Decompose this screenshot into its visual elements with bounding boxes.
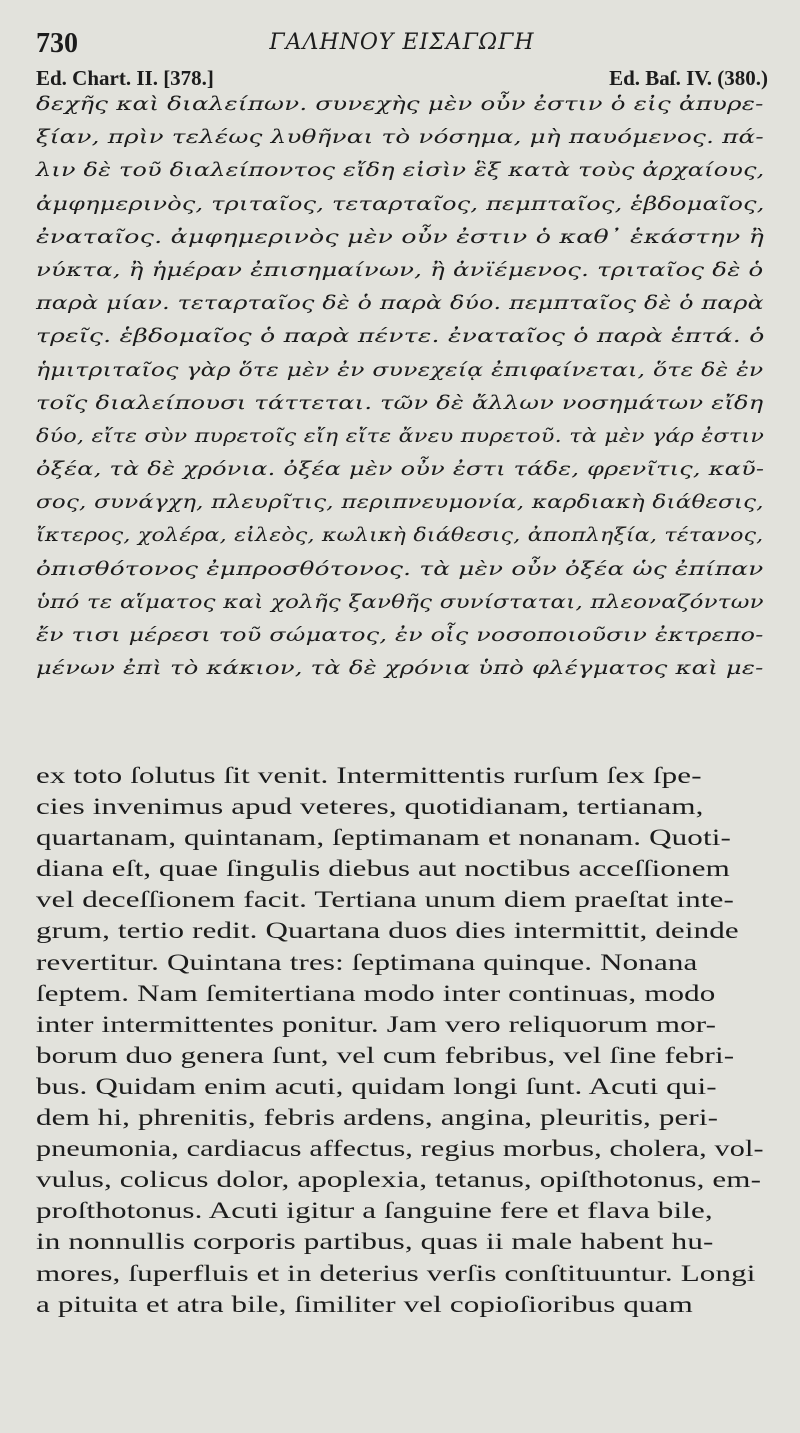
- greek-text-line: ὑπό τε αἵματος καὶ χολῆς ξανθῆς συνίσταται, πλεοναζόντων: [36, 590, 764, 613]
- latin-text-line: vulus, colicus dolor, apoplexia, tetanus, opiſthotonus, em-: [36, 1167, 762, 1193]
- latin-text-block: [36, 760, 768, 1320]
- greek-text-line: ξίαν, πρὶν τελέως λυθῆναι τὸ νόσημα, μὴ παυόμενος. πά-: [36, 126, 764, 149]
- latin-text-line: diana eſt, quae ſingulis diebus aut noctibus acceſſionem: [36, 856, 730, 882]
- latin-text-line: dem hi, phrenitis, febris ardens, angina, pleuritis, peri-: [36, 1105, 719, 1131]
- latin-text-line: mores, ſuperfluis et in deterius verſis conſtituuntur. Longi: [36, 1260, 756, 1286]
- greek-text-line: δύο, εἴτε σὺν πυρετοῖς εἴη εἴτε ἄνευ πυρετοῦ. τὰ μὲν γάρ ἐστιν: [36, 424, 765, 447]
- greek-text-line: ἔν τισι μέρεσι τοῦ σώματος, ἐν οἷς νοσοποιοῦσιν ἐκτρεπο-: [36, 624, 764, 646]
- greek-text-line: τρεῖς. ἑβδομαῖος ὁ παρὰ πέντε. ἐναταῖος ὁ παρὰ ἑπτά. ὁ: [36, 325, 765, 348]
- greek-text-line: ἀμφημερινὸς, τριταῖος, τεταρταῖος, πεμπταῖος, ἑβδομαῖος,: [36, 192, 765, 215]
- latin-text-line: proſthotonus. Acuti igitur a ſanguine fere et flava bile,: [36, 1198, 713, 1224]
- latin-text-line: pneumonia, cardiacus affectus, regius morbus, cholera, vol-: [36, 1136, 764, 1162]
- greek-text-block: [36, 88, 768, 685]
- latin-text-line: cies invenimus apud veteres, quotidianam, tertianam,: [36, 794, 704, 820]
- greek-text-line: δεχῆς καὶ διαλείπων. συνεχὴς μὲν οὖν ἐστιν ὁ εἰς ἀπυρε-: [36, 93, 764, 115]
- greek-text-line: ἐναταῖος. ἀμφημερινὸς μὲν οὖν ἐστιν ὁ καθ᾽ ἑκάστην ἢ: [36, 225, 765, 248]
- latin-text-line: grum, tertio redit. Quartana duos dies intermittit, deinde: [36, 918, 739, 944]
- latin-text-line: borum duo genera ſunt, vel cum febribus, vel ſine febri-: [36, 1042, 735, 1068]
- greek-text-line: νύκτα, ἢ ἡμέραν ἐπισημαίνων, ἢ ἀνϊέμενος. τριταῖος δὲ ὁ: [36, 258, 764, 281]
- greek-text-line: τοῖς διαλείπουσι τάττεται. τῶν δὲ ἄλλων νοσημάτων εἴδη: [36, 391, 764, 414]
- greek-text-line: παρὰ μίαν. τεταρταῖος δὲ ὁ παρὰ δύο. πεμπταῖος δὲ ὁ παρὰ: [36, 292, 764, 315]
- latin-text-line: bus. Quidam enim acuti, quidam longi ſunt. Acuti qui-: [36, 1073, 717, 1099]
- latin-text-line: quartanam, quintanam, ſeptimanam et nonanam. Quoti-: [36, 825, 731, 851]
- edition-basel-ref: Ed. Baſ. IV. (380.): [609, 66, 768, 90]
- edition-chartier-ref: Ed. Chart. II. [378.]: [36, 66, 214, 90]
- latin-text-line: ſeptem. Nam ſemitertiana modo inter continuas, modo: [36, 980, 716, 1006]
- greek-text-line: ἴκτερος, χολέρα, εἰλεὸς, κωλικὴ διάθεσις, ἀποπληξία, τέτανος,: [36, 524, 764, 547]
- greek-text-line: ὀξέα, τὰ δὲ χρόνια. ὀξέα μὲν οὖν ἐστι τάδε, φρενῖτις, καῦ-: [36, 458, 765, 481]
- latin-text-line: vel deceſſionem facit. Tertiana unum diem praeſtat inte-: [36, 887, 734, 913]
- latin-text-line: inter intermittentes ponitur. Jam vero reliquorum mor-: [36, 1011, 717, 1037]
- running-title: ΓΑΛΗΝΟΥ ΕΙΣΑΓΩΓΗ: [269, 30, 535, 55]
- latin-text-line: a pituita et atra bile, ſimiliter vel copioſioribus quam: [36, 1291, 693, 1317]
- latin-text-line: revertitur. Quintana tres: ſeptimana quinque. Nonana: [36, 949, 698, 975]
- page-number: 730: [36, 28, 78, 59]
- latin-text-line: in nonnullis corporis partibus, quas ii male habent hu-: [36, 1229, 714, 1255]
- greek-text-line: λιν δὲ τοῦ διαλείποντος εἴδη εἰσὶν ἓξ κατὰ τοὺς ἀρχαίους,: [36, 159, 765, 182]
- greek-text-line: ὀπισθότονος ἐμπροσθότονος. τὰ μὲν οὖν ὀξέα ὡς ἐπίπαν: [36, 557, 764, 580]
- greek-text-line: μένων ἐπὶ τὸ κάκιον, τὰ δὲ χρόνια ὑπὸ φλέγματος καὶ με-: [36, 657, 764, 680]
- greek-text-line: σος, συνάγχη, πλευρῖτις, περιπνευμονία, καρδιακὴ διάθεσις,: [36, 491, 764, 514]
- latin-text-line: ex toto ſolutus ſit venit. Intermittentis rurſum ſex ſpe-: [36, 763, 702, 788]
- greek-text-line: ἡμιτριταῖος γὰρ ὅτε μὲν ἐν συνεχείᾳ ἐπιφαίνεται, ὅτε δὲ ἐν: [36, 358, 764, 381]
- page-header: [36, 22, 768, 70]
